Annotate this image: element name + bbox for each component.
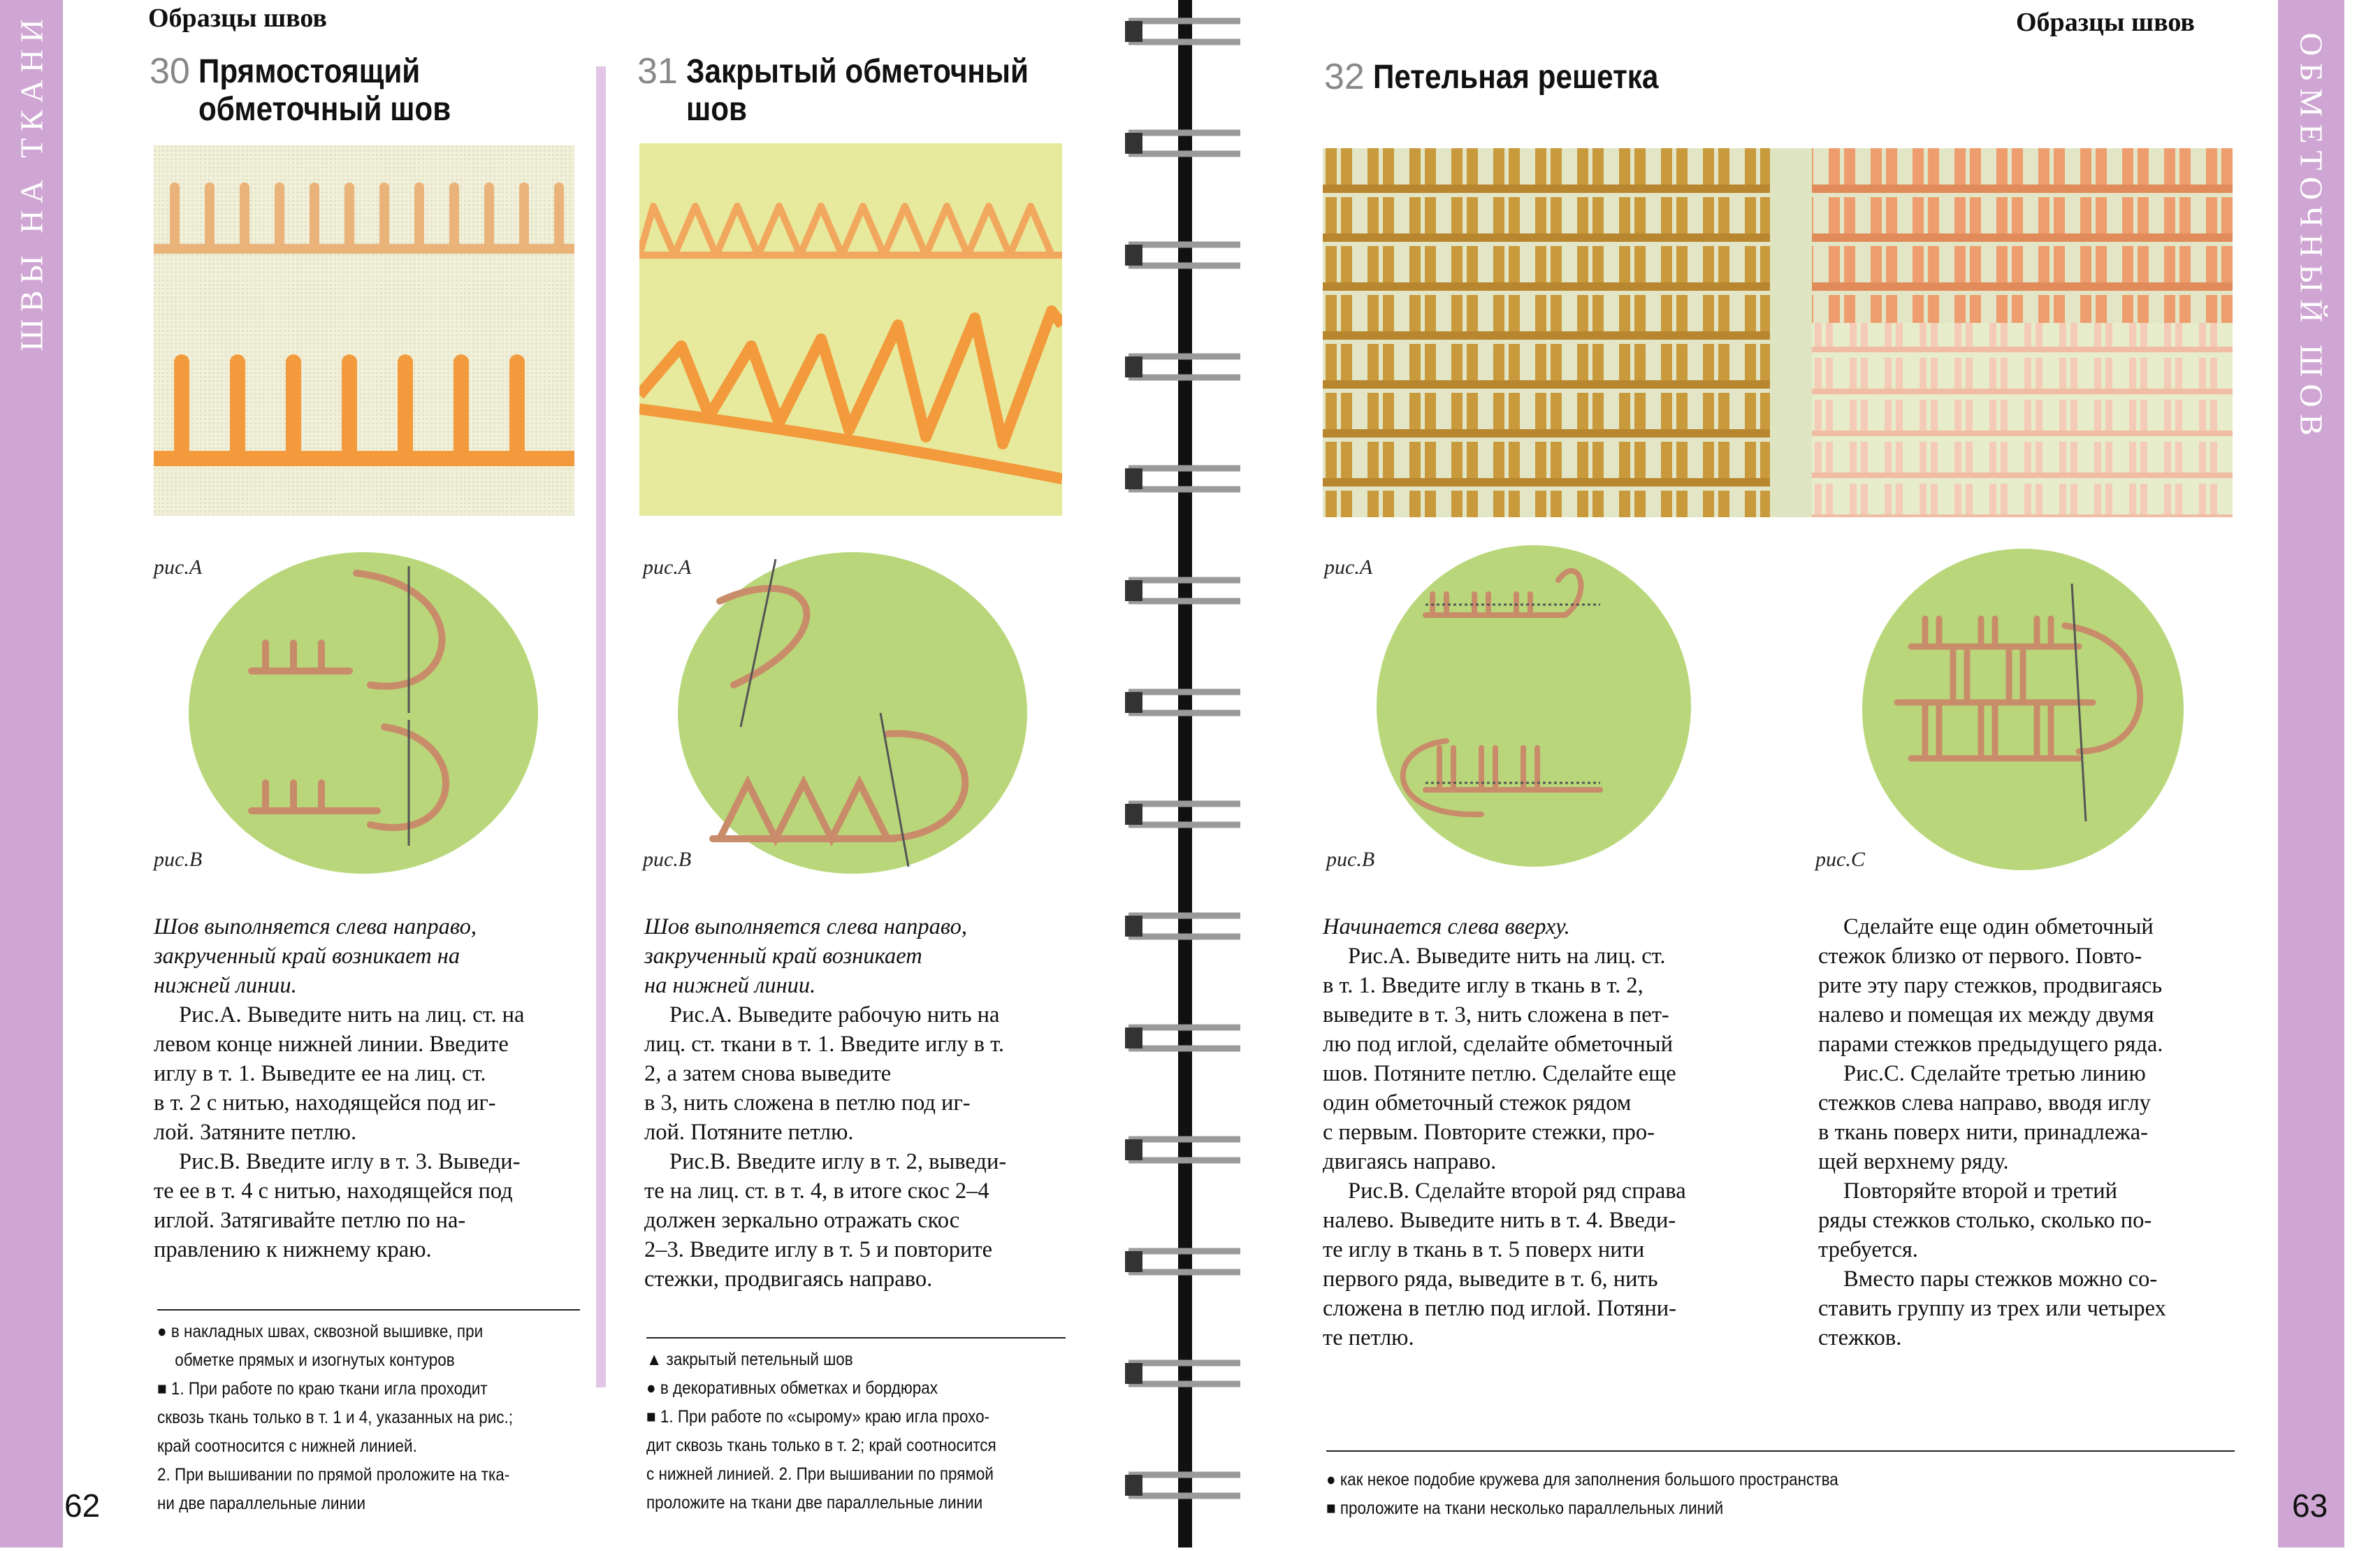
left-side-label: ШВЫ НА ТКАНИ [13,12,50,352]
left-running-head: Образцы швов [148,3,327,33]
right-running-head: Образцы швов [2016,8,2195,37]
section-30-body: Шов выполняется слева направо, закрученный край возникает на нижней линии. Рис.А. Выведите нить на лиц. ст. на левом конце нижней линии. Введите иглу в т. 1. Выведите ее на лиц. ст. в т. 2 с нитью, находящейся под иг- лой. Затяните петлю. Рис.В. Введите иглу в т. 3. Выведи- те ее в т. 4 с нитью, находящейся под иглой. Затягивайте петлю по на- правлению к нижнему краю. [154,914,525,1262]
section-32-body-right: Сделайте еще один обметочный стежок близко от первого. Повто- рите эту пару стежков, продвигаясь налево и помещая их между двумя парами стежков предыдущего ряда. Рис.С. Сделайте третью линию стежков слева направо, вводя иглу в ткань поверх нити, принадлежа- щей верхнему ряду. Повторяйте второй и третий ряды стежков столько, сколько по- требуется. Вместо пары стежков можно со- ставить группу из трех или четырех стежков. [1818,914,2166,1350]
section-number: 32 [1324,57,1365,97]
section-32-body-left: Начинается слева вверху. Рис.А. Выведите нить на лиц. ст. в т. 1. Введите иглу в ткань в т. 2, выведите в т. 3, нить сложена в пет- лю под иглой, сделайте обметочный шов. Потяните петлю. Сделайте еще один обметочный стежок рядом с первым. Повторите стежки, про- двигаясь направо. Рис.В. Сделайте второй ряд справа налево. Выведите нить в т. 4. Введи- те иглу в ткань в т. 5 поверх нити первого ряда, выведите в т. 6, нить сложена в петлю под иглой. Потяни- те петлю. [1323,914,1686,1350]
column-divider [596,66,606,1387]
fig-b-label: рис.B [154,848,203,871]
section-title: Петельная решетка [1373,59,1659,96]
section-title: Закрытый обметочный шов [686,53,1029,128]
section-number: 30 [150,51,190,92]
fig-c-label: рис.C [1815,848,1865,871]
fig-b-label: рис.B [1326,848,1375,871]
section-30-notes: ● в накладных швах, сквозной вышивке, при обметке прямых и изогнутых контуров ■ 1. При работе по краю ткани игла проходит сквозь ткань только в т. 1 и 4, указанных на рис.; край соотносится с нижней линией. 2. При вышивании по прямой проложите на тка- ни две параллельные линии [157,1322,514,1513]
section-31-notes: ▲ закрытый петельный шов ● в декоративных обметках и бордюрах ■ 1. При работе по «сырому» краю игла прохо- дит сквозь ткань только в т. 2; край соотносится с нижней линией. 2. При вышивании по прямой проложите на ткани две параллельные линии [646,1350,996,1513]
right-side-label: ОБМЕТОЧНЫЙ ШОВ [2293,32,2329,443]
page-number-left: 62 [64,1487,101,1524]
stitch-photo-32 [1323,148,2233,517]
stitch-photo-30 [154,145,574,516]
section-31-body: Шов выполняется слева направо, закрученный край возникает на нижней линии. Рис.А. Выведите рабочую нить на лиц. ст. ткани в т. 1. Введите иглу в т. 2, а затем снова выведите в 3, нить сложена в петлю под иг- лой. Потяните петлю. Рис.В. Введите иглу в т. 2, выведи- те на лиц. ст. в т. 4, в итоге скос 2–4 должен зеркально отражать скос 2–3. Введите иглу в т. 5 и повторите стежки, продвигаясь направо. [644,914,1007,1292]
fig-b-label: рис.B [643,848,692,871]
diagram-32a-32b [1370,538,1698,874]
left-side-strip [0,0,63,1548]
right-side-strip [2278,0,2344,1548]
notes-rule [157,1309,580,1311]
diagram-31 [671,545,1034,881]
section-32-notes: ● как некое подобие кружева для заполнения большого пространства ■ проложите на ткани несколько параллельных линий [1326,1470,1838,1518]
section-number: 31 [637,51,678,92]
fig-a-label: рис.A [1324,556,1373,579]
diagram-30 [182,545,545,881]
page-number-right: 63 [2292,1487,2328,1524]
diagram-32c [1855,542,2191,877]
fig-a-label: рис.A [154,556,203,579]
stitch-photo-31 [639,143,1062,516]
fig-a-label: рис.A [643,556,692,579]
notes-rule [646,1337,1066,1339]
section-title: Прямостоящий обметочный шов [198,53,451,128]
spiral-binding [1122,0,1261,1548]
notes-rule [1326,1450,2235,1452]
